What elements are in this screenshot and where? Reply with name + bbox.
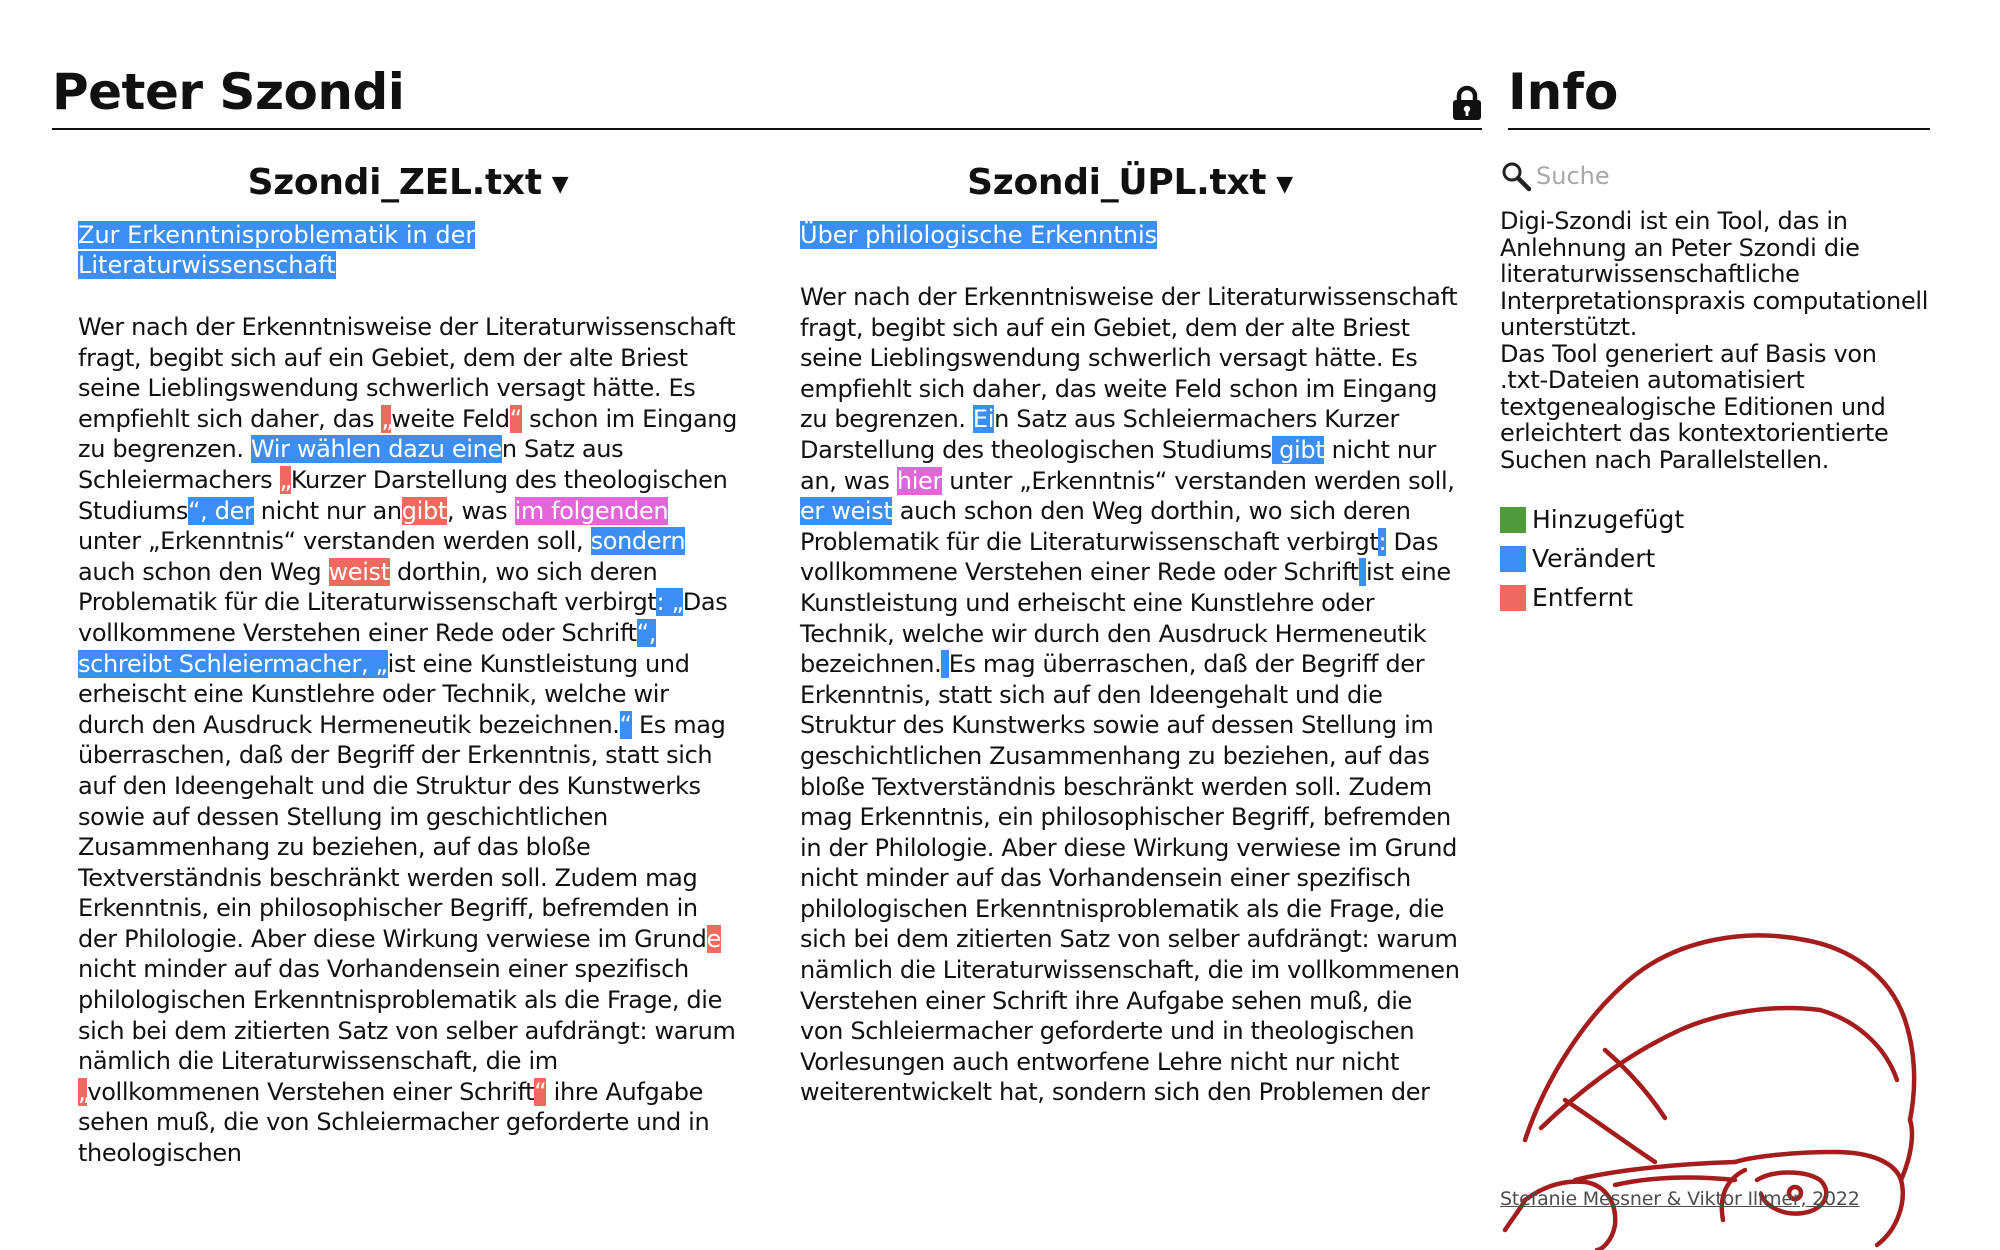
moved-highlight: im folgenden xyxy=(514,496,669,525)
right-document-heading xyxy=(800,220,1460,250)
legend-item-removed xyxy=(1500,578,1684,617)
changed-highlight: Wir wählen dazu eine xyxy=(250,435,502,464)
legend-item-changed xyxy=(1500,539,1684,578)
moved-highlight: hier xyxy=(896,466,942,495)
left-file-name: Szondi_ZEL.txt xyxy=(247,162,542,203)
changed-highlight: sondern xyxy=(590,527,686,556)
search-icon[interactable] xyxy=(1500,160,1532,192)
legend-swatch-removed xyxy=(1500,585,1526,611)
removed-highlight: weist xyxy=(328,557,390,586)
changed-highlight xyxy=(941,650,948,678)
chevron-down-icon: ▼ xyxy=(551,172,569,197)
legend-label: Verändert xyxy=(1532,544,1656,573)
info-title: Info xyxy=(1508,63,1619,121)
legend-label: Hinzugefügt xyxy=(1532,505,1685,534)
right-file-selector[interactable] xyxy=(800,160,1460,208)
page-title: Peter Szondi xyxy=(52,63,405,121)
removed-highlight: gibt xyxy=(401,496,447,525)
description-paragraph: Das Tool generiert auf Basis von .txt-Dateien automatisiert textgenealogische Editionen und erleichtert das kontextorientierte Suchen nach Parallelstellen. xyxy=(1500,339,1889,474)
removed-highlight: „ xyxy=(279,465,291,494)
lock-icon[interactable] xyxy=(1450,85,1484,121)
changed-highlight: er weist xyxy=(800,497,893,526)
changed-highlight: “, der xyxy=(188,496,254,525)
title-divider xyxy=(52,128,1482,130)
legend-label: Entfernt xyxy=(1532,583,1634,612)
legend-swatch-changed xyxy=(1500,546,1526,572)
right-file-name: Szondi_ÜPL.txt xyxy=(967,162,1267,203)
removed-highlight: “ xyxy=(534,1077,547,1106)
left-file-selector[interactable] xyxy=(78,160,738,208)
description-paragraph: Digi-Szondi ist ein Tool, das in Anlehnung an Peter Szondi die literaturwissenschaftliche Interpretationspraxis computationell unterstützt. xyxy=(1500,207,1929,341)
changed-highlight: Ei xyxy=(972,405,995,434)
search-bar xyxy=(1500,158,1920,198)
chevron-down-icon: ▼ xyxy=(1276,172,1293,197)
heading-highlight: Zur Erkenntnisproblematik in der Literaturwissenschaft xyxy=(78,221,476,279)
removed-highlight: “ xyxy=(509,404,522,433)
changed-highlight xyxy=(1359,558,1366,586)
right-document-text: Wer nach der Erkenntnisweise der Literaturwissenschaft fragt, begibt sich auf ein Gebiet, dem der alte Briest seine Lieblingswendung schwerlich versagt hätte. Es empfiehlt sich daher, das weite Feld schon im Eingang zu begrenzen. Ein Satz aus Schleiermachers Kurzer Darstellung des theologischen Studiums gibt nicht nur an, was hier unter „Erkenntnis“ verstanden werden soll, er weist auch schon den Weg dorthin, wo sich deren Problematik für die Literaturwissenschaft verbirgt: Das vollkommene Verstehen einer Rede oder Schrift ist eine Kunstleistung und erheischt eine Kunstlehre oder Technik, welche wir durch den Ausdruck Hermeneutik bezeichnen. Es mag überraschen, daß der Begriff der Erkenntnis, statt sich auf den Ideengehalt und die Struktur des Kunstwerks sowie auf dessen Stellung im geschichtlichen Zusammenhang zu beziehen, auf das bloße Textverständnis beschränkt werden soll. Zudem mag Erkenntnis, ein philosophischer Begriff, befremden in der Philologie. Aber diese Wirkung verwiese im Grund nicht minder auf das Vorhandensein einer spezifisch philologischen Erkenntnisproblematik als die Frage, die sich bei dem zitierten Satz von selber aufdrängt: warum nämlich die Literaturwissenschaft, die im vollkommenen Verstehen einer Schrift ihre Aufgabe sehen muß, die von Schleiermacher geforderte und in theologischen Vorlesungen auch entworfene Lehre nicht nur nicht weiterentwickelt hat, sondern sich den Problemen der xyxy=(800,283,1460,1107)
left-document-text: Wer nach der Erkenntnisweise der Literaturwissenschaft fragt, begibt sich auf ein Gebiet, dem der alte Briest seine Lieblingswendung schwerlich versagt hätte. Es empfiehlt sich daher, das „weite Feld“ schon im Eingang zu begrenzen. Wir wählen dazu einen Satz aus Schleiermachers „Kurzer Darstellung des theologischen Studiums“, der nicht nur angibt, was im folgenden unter „Erkenntnis“ verstanden werden soll, sondern auch schon den Weg weist dorthin, wo sich deren Problematik für die Literaturwissenschaft verbirgt: „Das vollkommene Verstehen einer Rede oder Schrift“, schreibt Schleiermacher, „ist eine Kunstleistung und erheischt eine Kunstlehre oder Technik, welche wir durch den Ausdruck Hermeneutik bezeichnen.“ Es mag überraschen, daß der Begriff der Erkenntnis, statt sich auf den Ideengehalt und die Struktur des Kunstwerks sowie auf dessen Stellung im geschichtlichen Zusammenhang zu beziehen, auf das bloße Textverständnis beschränkt werden soll. Zudem mag Erkenntnis, ein philosophischer Begriff, befremden in der Philologie. Aber diese Wirkung verwiese im Grunde nicht minder auf das Vorhandensein einer spezifisch philologischen Erkenntnisproblematik als die Frage, die sich bei dem zitierten Satz von selber aufdrängt: warum nämlich die Literaturwissenschaft, die im „vollkommenen Verstehen einer Schrift“ ihre Aufgabe sehen muß, die von Schleiermacher geforderte und in theologischen xyxy=(78,313,738,1168)
removed-highlight: „ xyxy=(381,404,392,433)
legend-swatch-added xyxy=(1500,507,1526,533)
changed-highlight: gibt xyxy=(1271,435,1325,464)
heading-highlight: Über philologische Erkenntnis xyxy=(800,221,1158,249)
left-document-heading xyxy=(78,220,738,280)
left-document-column xyxy=(78,160,738,1168)
legend xyxy=(1500,500,1684,617)
changed-highlight: “, schreibt Schleiermacher, „ xyxy=(78,618,657,678)
changed-highlight: : xyxy=(1378,527,1387,556)
changed-highlight: : „ xyxy=(656,588,683,617)
info-divider xyxy=(1508,128,1930,130)
credits-link[interactable]: Stefanie Messner & Viktor Illmer, 2022 xyxy=(1500,1188,1860,1210)
legend-item-added xyxy=(1500,500,1684,539)
search-input[interactable] xyxy=(1536,158,1896,194)
right-document-column xyxy=(800,160,1460,1107)
removed-highlight: e xyxy=(706,924,721,953)
changed-highlight: “ xyxy=(619,710,632,739)
removed-highlight: „ xyxy=(78,1077,88,1106)
info-description xyxy=(1500,208,1930,473)
